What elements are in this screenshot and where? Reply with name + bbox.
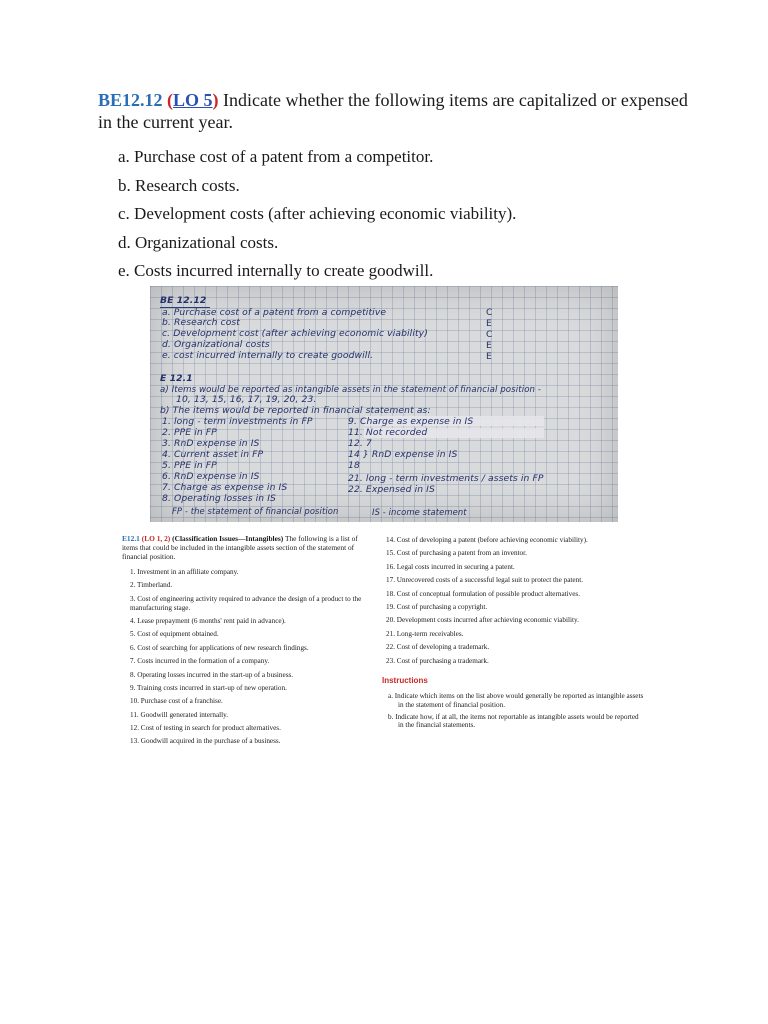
notes-be-heading: BE 12.12 [160,295,207,306]
exercise-item: c. Development costs (after achieving economic viability). [118,204,517,224]
textbook-item: 1. Investment in an affiliate company. [130,568,239,576]
exercise-item: b. Research costs. [118,175,240,195]
notes-left-item: 7. Charge as expense in IS [162,482,288,493]
exercise-code: BE12.12 [98,90,163,110]
textbook-item: 23. Cost of purchasing a trademark. [386,656,489,665]
textbook-item: 21. Long-term receivables. [386,629,464,638]
notes-line: b) The items would be reported in financial statement as: [160,405,431,416]
notes-left-item: 6. RnD expense in IS [162,471,260,482]
textbook-learning-objective[interactable]: (LO 1, 2) [141,534,171,543]
instruction-item: a. Indicate which items on the list above would generally be reported as intangible assets in the statement of financial position. [388,692,644,709]
notes-e-heading: E 12.1 [160,373,193,384]
notes-line: 10, 13, 15, 16, 17, 19, 20, 23. [176,394,317,405]
handwritten-notes-photo [150,286,618,522]
exercise-item: a. Purchase cost of a patent from a competitor. [118,147,434,166]
textbook-item: 19. Cost of purchasing a copyright. [386,602,488,611]
textbook-item: 16. Legal costs incurred in securing a patent. [386,562,515,571]
notes-answer: E [486,340,492,351]
notes-line: e. cost incurred internally to create goodwill. [162,350,374,361]
notes-left-item: 5. PPE in FP [162,460,217,471]
exercise-heading [98,89,698,133]
notes-left-item: 1. long - term investments in FP [162,416,313,427]
textbook-item: 4. Lease prepayment (6 months' rent paid in advance). [130,616,286,625]
notes-answer: C [486,329,493,340]
notes-answer: E [486,351,492,362]
textbook-item: 11. Goodwill generated internally. [130,710,229,719]
notes-footer: IS - income statement [372,507,467,517]
textbook-exercise-intro: The following is a list of items that could be included in the intangible assets section of the statement of financial position. [122,534,358,561]
textbook-item: 6. Cost of searching for applications of new research findings. [130,643,309,652]
notes-right-item: 18 [348,460,360,471]
notes-right-item: 12. 7 [348,438,372,449]
exercise-item: d. Organizational costs. [118,232,279,252]
textbook-item: 8. Operating losses incurred in the start-up of a business. [130,670,294,679]
notes-left-item: 3. RnD expense in IS [162,438,260,449]
textbook-item-list-left [130,568,374,746]
notes-left-item: 4. Current asset in FP [162,449,264,460]
learning-objective-link[interactable]: LO 5 [173,90,213,110]
notes-answer: E [486,318,492,329]
notes-left-item: 8. Operating losses in IS [162,493,276,504]
textbook-item: 5. Cost of equipment obtained. [130,630,219,639]
instructions-list [388,692,644,733]
textbook-exercise-title: (Classification Issues—Intangibles) [172,534,284,543]
textbook-item: 20. Development costs incurred after achieving economic viability. [386,616,579,625]
textbook-item: 13. Goodwill acquired in the purchase of a business. [130,737,281,746]
textbook-item: 14. Cost of developing a patent (before achieving economic viability). [386,536,588,544]
notes-line: d. Organizational costs [162,339,270,350]
textbook-item: 18. Cost of conceptual formulation of possible product alternatives. [386,589,581,598]
textbook-item: 2. Timberland. [130,581,173,590]
notes-right-item: 22. Expensed in IS [348,484,435,495]
textbook-item: 7. Costs incurred in the formation of a company. [130,657,270,666]
textbook-item: 12. Cost of testing in search for product alternatives. [130,724,281,733]
exercise-item-list [118,146,516,289]
textbook-item: 15. Cost of purchasing a patent from an inventor. [386,549,527,558]
notes-line: a. Purchase cost of a patent from a competitive [162,307,387,318]
textbook-item-list-right [386,536,652,665]
notes-line: c. Development cost (after achieving economic viability) [162,328,428,339]
instructions-heading: Instructions [382,676,428,685]
textbook-exercise-code: E12.1 [122,534,140,543]
notes-line: a) Items would be reported as intangible assets in the statement of financial position - [160,385,542,395]
textbook-item: 3. Cost of engineering activity required to advance the design of a product to the manufacturing stage. [130,594,362,612]
notes-right-item: 11. Not recorded [348,427,428,438]
notes-footer: FP - the statement of financial position [172,506,339,516]
textbook-item: 17. Unrecovered costs of a successful legal suit to protect the patent. [386,576,583,585]
notes-answer: C [486,307,493,318]
instruction-item: b. Indicate how, if at all, the items not reportable as intangible assets would be reported in the financial statements. [388,712,639,730]
notes-right-item: 9. Charge as expense in IS [348,416,474,427]
exercise-prompt: Indicate whether the following items are capitalized or expensed in the current year. [98,90,688,132]
notes-left-item: 2. PPE in FP [162,427,217,438]
notes-line: b. Research cost [162,317,241,328]
exercise-item: e. Costs incurred internally to create goodwill. [118,261,434,281]
textbook-item: 9. Training costs incurred in start-up of new operation. [130,683,287,692]
textbook-exercise-heading [122,534,370,561]
textbook-item: 22. Cost of developing a trademark. [386,643,490,652]
textbook-item: 10. Purchase cost of a franchise. [130,697,223,706]
learning-objective: (LO 5) [167,90,219,110]
notes-right-item: 14 } RnD expense in IS [348,449,458,460]
notes-right-item: 21. long - term investments / assets in FP [348,473,544,484]
